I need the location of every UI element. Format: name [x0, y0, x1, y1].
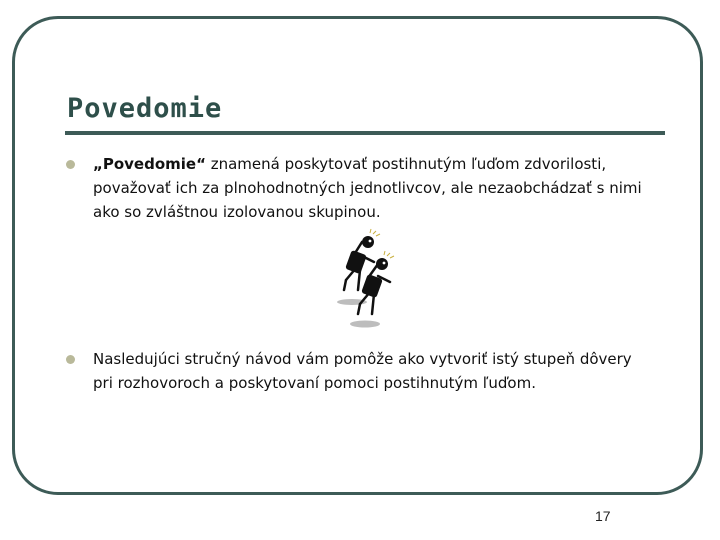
bullet-text-2: [93, 347, 653, 395]
bullet-dot-icon: [66, 160, 75, 169]
bullet-dot-icon: [66, 355, 75, 364]
bullet-body-2: Nasledujúci stručný návod vám pomôže ako vytvoriť istý stupeň dôvery pri rozhovoroch a poskytovaní pomoci postihnutým ľuďom.: [93, 350, 632, 392]
page-number: 17: [595, 508, 611, 524]
title-underline: [65, 131, 665, 135]
walking-figures-icon: [332, 228, 404, 330]
slide-title: Povedomie: [67, 93, 223, 124]
bullet-body-1: znamená poskytovať postihnutým ľuďom zdvorilosti, považovať ich za plnohodnotných jednotlivcov, ale nezaobchádzať s nimi ako so zvláštnou izolovanou skupinou.: [93, 155, 642, 221]
bullet-lead-1: „Povedomie“: [93, 155, 206, 173]
bullet-text-1: [93, 152, 653, 224]
